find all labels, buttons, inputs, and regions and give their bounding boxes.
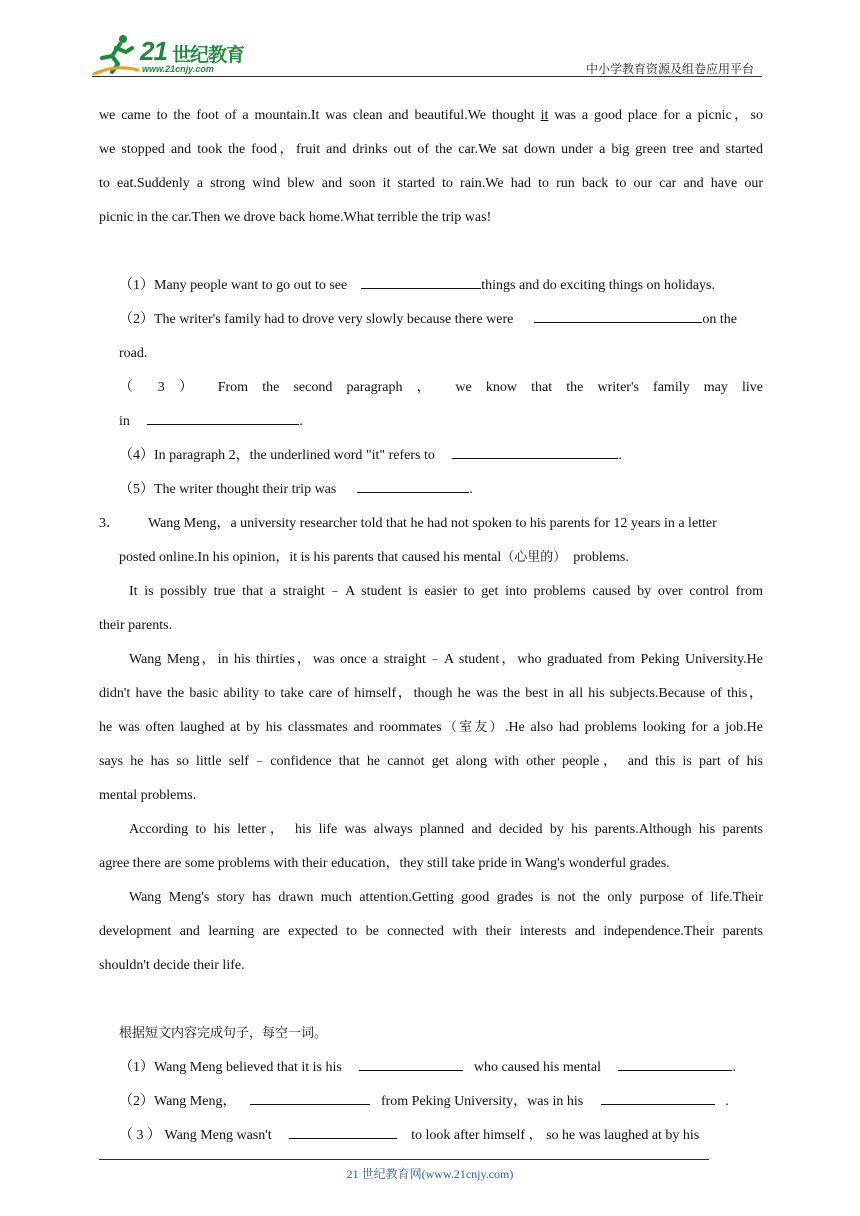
- question-4: （4）In paragraph 2，the underlined word "it" refers to .: [99, 440, 763, 474]
- passage-line: development and learning are expected to be connected with their interests and independence.Their parents: [99, 924, 763, 939]
- logo-url: www.21cnjy.com: [142, 64, 214, 74]
- header-tagline: 中小学教育资源及组卷应用平台: [585, 62, 754, 76]
- answer-blank[interactable]: [289, 1123, 397, 1139]
- instruction-text: 根据短文内容完成句子，每空一词。: [119, 1026, 328, 1041]
- answer-blank[interactable]: [359, 1055, 463, 1071]
- question-5: （5）The writer thought their trip was .: [99, 474, 763, 508]
- passage-line: to eat.Suddenly a strong wind blew and soon it started to rain.We had to run back to our car and have our: [99, 176, 763, 191]
- passage-line: says he has so little self﹣confidence that he cannot get along with other people， and this is part of his: [99, 754, 763, 769]
- footer-divider: [99, 1159, 709, 1160]
- document-body: [99, 100, 763, 1154]
- answer-blank[interactable]: [618, 1055, 732, 1071]
- spacer: [99, 984, 763, 1018]
- passage-line: we came to the foot of a mountain.It was clean and beautiful.We thought it was a good place for a picnic，so: [99, 108, 763, 123]
- question-3-2: （2）Wang Meng， from Peking University，was in his .: [99, 1086, 763, 1120]
- passage-line: mental problems.: [99, 788, 197, 803]
- answer-blank[interactable]: [452, 443, 618, 459]
- logo-number: 21: [140, 36, 167, 66]
- logo-chinese-name: 世纪教育: [172, 44, 245, 66]
- question-3-3: （ 3 ） Wang Meng wasn't to look after himself ， so he was laughed at by his: [99, 1120, 763, 1154]
- passage-line: shouldn't decide their life.: [99, 958, 245, 973]
- question-number-3: 3． Wang Meng，a university researcher told that he had not spoken to his parents for 12 years in a letter: [99, 516, 717, 531]
- answer-blank[interactable]: [361, 273, 481, 289]
- passage-line: Wang Meng，in his thirties，was once a straight﹣A student，who graduated from Peking University.He: [129, 652, 763, 667]
- passage-line: we stopped and took the food，fruit and drinks out of the car.We sat down under a big green tree and started: [99, 142, 763, 157]
- underlined-word: it: [540, 108, 549, 123]
- passage-line: It is possibly true that a straight﹣A student is easier to get into problems caused by over control from: [129, 584, 763, 599]
- question-3-1: （1）Wang Meng believed that it is his who caused his mental .: [99, 1052, 763, 1086]
- passage-line: didn't have the basic ability to take care of himself，though he was the best in all his subjects.Because of this，: [99, 686, 763, 701]
- page-footer: 21 世纪教育网(www.21cnjy.com): [346, 1167, 514, 1181]
- question-1: （1）Many people want to go out to see things and do exciting things on holidays.: [99, 270, 763, 304]
- passage-line: their parents.: [99, 618, 173, 633]
- question-3: （ 3 ） From the second paragraph ， we know that the writer's family may live: [119, 380, 763, 395]
- header-divider: [92, 76, 762, 77]
- question-2: （2）The writer's family had to drove very slowly because there were on the: [99, 304, 763, 338]
- answer-blank[interactable]: [534, 307, 702, 323]
- answer-blank[interactable]: [357, 477, 469, 493]
- answer-blank[interactable]: [147, 409, 299, 425]
- runner-icon: [92, 34, 140, 76]
- question-2-cont: road.: [119, 346, 148, 361]
- passage-line: picnic in the car.Then we drove back home.What terrible the trip was!: [99, 210, 492, 225]
- passage-line: posted online.In his opinion，it is his parents that caused his mental（心里的） problems.: [119, 550, 629, 565]
- passage-line: According to his letter， his life was always planned and decided by his parents.Although his parents: [129, 822, 763, 837]
- site-logo: [92, 34, 262, 76]
- answer-blank[interactable]: [250, 1089, 370, 1105]
- passage-line: Wang Meng's story has drawn much attention.Getting good grades is not the only purpose of life.Their: [129, 890, 763, 905]
- passage-line: agree there are some problems with their education，they still take pride in Wang's wonderful grades.: [99, 856, 670, 871]
- question-3-cont: in .: [99, 406, 763, 440]
- page-header: [92, 30, 762, 78]
- passage-line: he was often laughed at by his classmates and roommates（室友）.He also had problems looking for a job.He: [99, 720, 763, 735]
- answer-blank[interactable]: [601, 1089, 715, 1105]
- spacer: [99, 236, 763, 270]
